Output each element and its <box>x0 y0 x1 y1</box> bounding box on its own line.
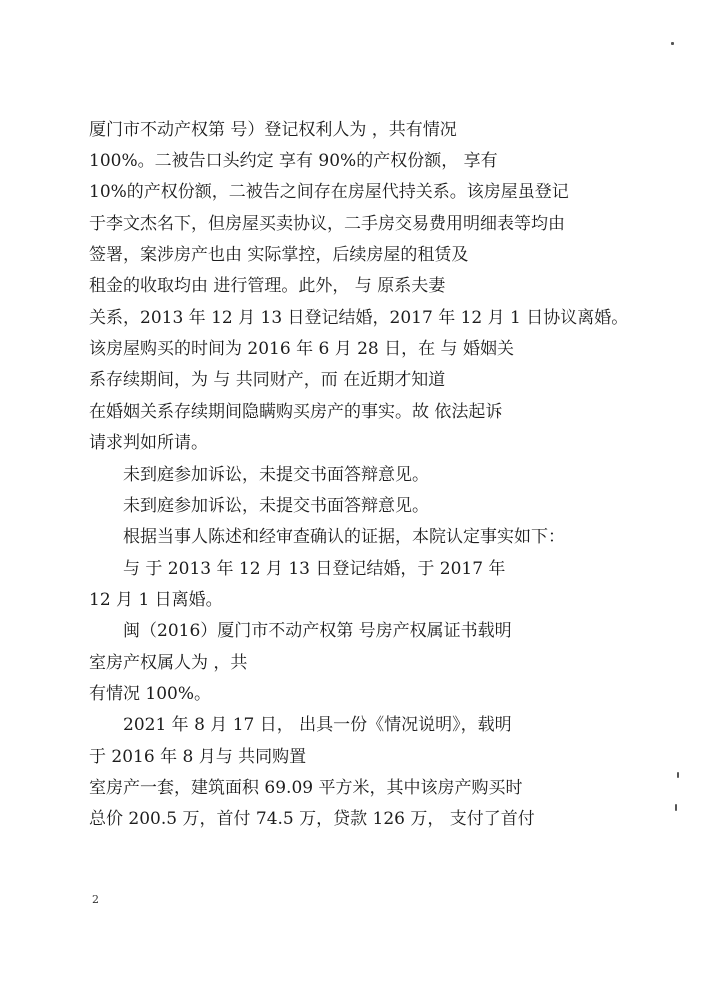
body-line: 该房屋购买的时间为 2016 年 6 月 28 日，在 与 婚姻关 <box>89 339 514 359</box>
body-line: 关系，2013 年 12 月 13 日登记结婚，2017 年 12 月 1 日协议离婚。 <box>89 308 629 328</box>
body-line: 10%的产权份额，二被告之间存在房屋代持关系。该房屋虽登记 <box>89 182 569 202</box>
body-line: 请求判如所请。 <box>89 433 208 453</box>
body-line: 2021 年 8 月 17 日， 出具一份《情况说明》，载明 <box>123 715 512 735</box>
body-line: 签署，案涉房产也由 实际掌控，后续房屋的租赁及 <box>89 245 469 265</box>
body-line: 12 月 1 日离婚。 <box>89 590 223 610</box>
body-line: 未到庭参加诉讼，未提交书面答辩意见。 <box>123 496 429 516</box>
body-line: 未到庭参加诉讼，未提交书面答辩意见。 <box>123 465 429 485</box>
body-line: 租金的收取均由 进行管理。此外， 与 原系夫妻 <box>89 276 446 296</box>
body-line: 100%。二被告口头约定 享有 90%的产权份额， 享有 <box>89 151 498 171</box>
body-line: 室房产权属人为 ，共 <box>89 653 248 673</box>
body-line: 与 于 2013 年 12 月 13 日登记结婚，于 2017 年 <box>123 559 506 579</box>
body-line: 厦门市不动产权第 号）登记权利人为 ，共有情况 <box>89 120 457 140</box>
body-line: 于 2016 年 8 月与 共同购置 <box>89 747 307 767</box>
body-line: 在婚姻关系存续期间隐瞒购买房产的事实。故 依法起诉 <box>89 402 503 422</box>
body-line: 室房产一套，建筑面积 69.09 平方米，其中该房产购买时 <box>89 778 523 798</box>
body-line: 于李文杰名下，但房屋买卖协议，二手房交易费用明细表等均由 <box>89 214 565 234</box>
page-number: 2 <box>92 893 99 906</box>
scan-mark <box>677 772 679 778</box>
body-line: 总价 200.5 万，首付 74.5 万，贷款 126 万， 支付了首付 <box>89 809 535 829</box>
body-line: 有情况 100%。 <box>89 684 212 704</box>
body-line: 系存续期间，为 与 共同财产，而 在近期才知道 <box>89 370 446 390</box>
body-line: 闽（2016）厦门市不动产权第 号房产权属证书载明 <box>123 621 512 641</box>
body-line: 根据当事人陈述和经审查确认的证据，本院认定事实如下： <box>123 527 565 547</box>
scan-mark <box>675 804 677 811</box>
scan-mark <box>671 42 674 45</box>
